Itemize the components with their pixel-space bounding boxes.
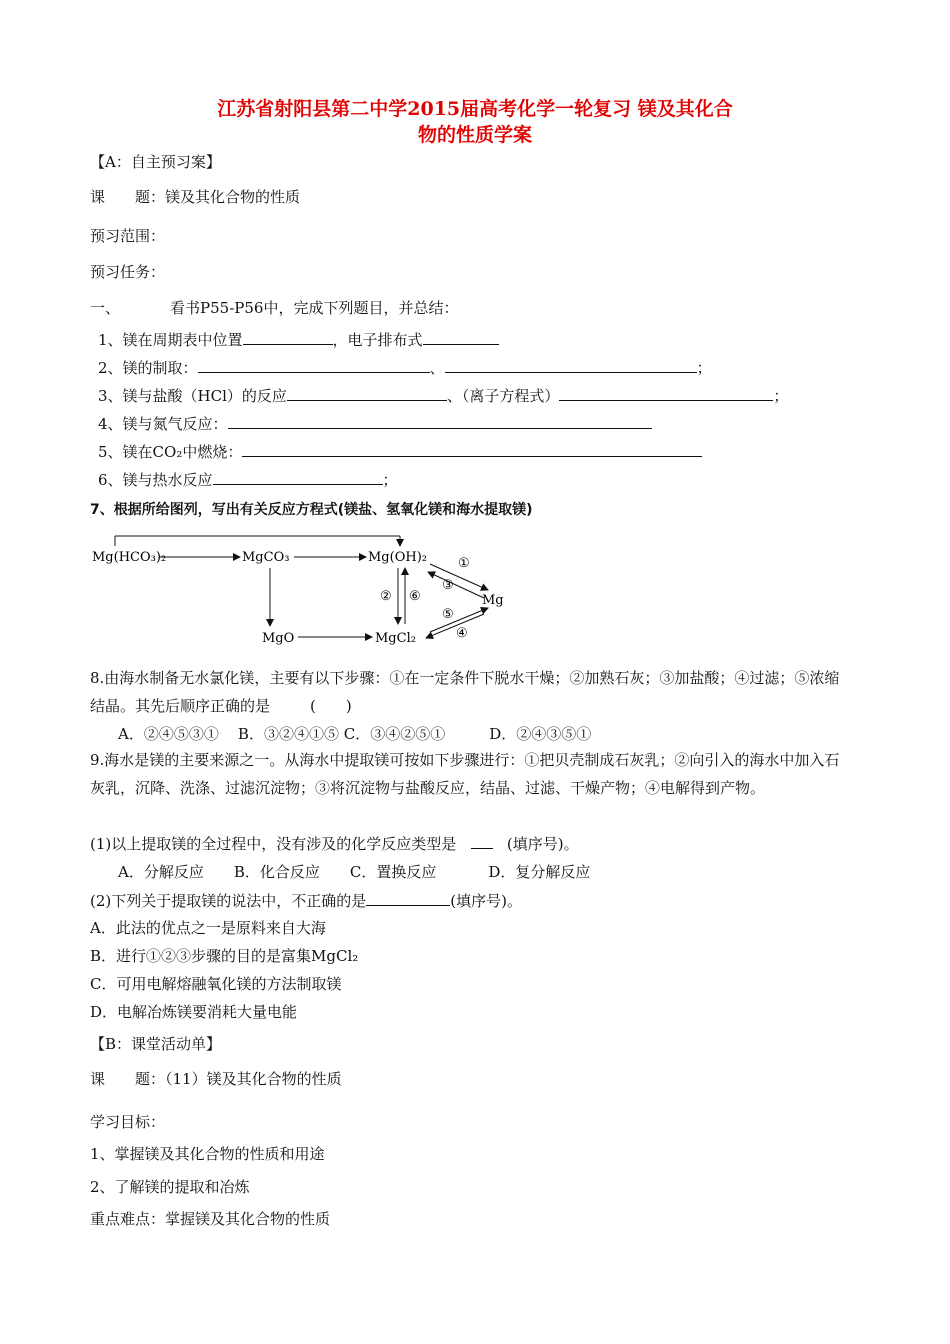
q9-1-text-b: (填序号)。 bbox=[506, 835, 579, 853]
node-mg-hco3: Mg(HCO₃)₂ bbox=[92, 550, 167, 565]
node-mgcl2: MgCl₂ bbox=[375, 631, 416, 646]
q8-option-c: C．③④②⑤① bbox=[343, 725, 446, 743]
node-mgoh2: Mg(OH)₂ bbox=[368, 550, 427, 565]
q9-2-option-c: C．可用电解熔融氧化镁的方法制取镁 bbox=[90, 975, 342, 993]
question-4 bbox=[98, 413, 652, 434]
q9-2-option-b: B．进行①②③步骤的目的是富集MgCl₂ bbox=[90, 947, 359, 965]
question-7: 7、根据所给图列，写出有关反应方程式(镁盐、氢氧化镁和海水提取镁) bbox=[90, 502, 533, 518]
question-3: 3、镁与盐酸（HCl）的反应 、（离子方程式） ； bbox=[98, 387, 789, 405]
q9-2-blank[interactable] bbox=[366, 890, 450, 906]
topic-a-value: 镁及其化合物的性质 bbox=[165, 188, 301, 206]
task-intro-num: 一、 bbox=[90, 299, 121, 317]
q2-blank-1[interactable] bbox=[198, 357, 430, 373]
q9-2-text-a: (2)下列关于提取镁的说法中，不正确的是 bbox=[90, 892, 367, 910]
section-b-heading: 【B：课堂活动单】 bbox=[90, 1035, 222, 1053]
q9-2-option-a: A．此法的优点之一是原料来自大海 bbox=[90, 919, 326, 937]
q9-1-text-a: (1)以上提取镁的全过程中，没有涉及的化学反应类型是 bbox=[90, 835, 457, 853]
goal-2: 2、了解镁的提取和冶炼 bbox=[90, 1178, 250, 1196]
q2-text: 2、镁的制取： bbox=[98, 359, 198, 377]
q8-option-a: A．②④⑤③① bbox=[118, 725, 219, 743]
q8-paren: ( ) bbox=[310, 697, 352, 715]
q1-text-b: ，电子排布式 bbox=[332, 331, 423, 349]
label-2: ② bbox=[380, 589, 392, 604]
task-intro bbox=[90, 298, 458, 318]
q1-text-a: 1、镁在周期表中位置 bbox=[98, 331, 243, 349]
topic-a bbox=[90, 187, 300, 207]
topic-b-label: 课 题： bbox=[90, 1070, 166, 1088]
q3-text-a: 3、镁与盐酸（HCl）的反应 bbox=[98, 387, 287, 405]
reaction-diagram bbox=[90, 528, 530, 658]
question-5 bbox=[98, 441, 702, 462]
q8-option-b: B．③②④①⑤ bbox=[237, 725, 339, 743]
question-1 bbox=[98, 329, 499, 350]
q8-option-d: D．②④③⑤① bbox=[489, 725, 592, 743]
key-point: 重点难点：掌握镁及其化合物的性质 bbox=[90, 1210, 331, 1228]
task-intro-text: 看书P55-P56中，完成下列题目，并总结： bbox=[170, 299, 459, 317]
q9-part-1 bbox=[90, 833, 579, 854]
q9-1-option-b: B．化合反应 bbox=[233, 863, 320, 881]
q4-blank[interactable] bbox=[228, 413, 652, 429]
q9-part-2 bbox=[90, 890, 522, 911]
q9-1-option-d: D．复分解反应 bbox=[488, 863, 591, 881]
label-5: ⑤ bbox=[442, 607, 454, 622]
q4-text: 4、镁与氮气反应： bbox=[98, 415, 228, 433]
q9-2-text-b: (填序号)。 bbox=[450, 892, 522, 910]
q9-1-options bbox=[118, 862, 590, 882]
q6-text: 6、镁与热水反应 bbox=[98, 471, 213, 489]
section-a-heading: 【A：自主预习案】 bbox=[90, 153, 221, 171]
node-mgco3: MgCO₃ bbox=[242, 550, 290, 565]
q6-blank[interactable] bbox=[213, 469, 383, 485]
goal-1: 1、掌握镁及其化合物的性质和用途 bbox=[90, 1145, 325, 1163]
q3-blank-1[interactable] bbox=[287, 385, 447, 401]
q1-blank-electron[interactable] bbox=[423, 329, 499, 345]
question-6: 6、镁与热水反应 ； bbox=[98, 471, 398, 489]
q3-blank-2[interactable] bbox=[559, 385, 773, 401]
question-2: 2、镁的制取： 、 ； bbox=[98, 359, 712, 377]
preview-task: 预习任务： bbox=[90, 263, 166, 281]
q9-2-option-d: D．电解冶炼镁要消耗大量电能 bbox=[90, 1003, 298, 1021]
page-title-line1: 江苏省射阳县第二中学2015届高考化学一轮复习 镁及其化合 bbox=[217, 98, 733, 120]
label-6: ⑥ bbox=[409, 589, 421, 604]
node-mgo: MgO bbox=[262, 631, 295, 646]
goals-label: 学习目标： bbox=[90, 1113, 166, 1131]
label-3: ③ bbox=[442, 578, 454, 593]
q9-1-option-a: A．分解反应 bbox=[118, 863, 204, 881]
topic-b-value: （11）镁及其化合物的性质 bbox=[165, 1070, 342, 1088]
topic-b bbox=[90, 1069, 342, 1089]
label-4: ④ bbox=[456, 626, 468, 641]
question-9: 9.海水是镁的主要来源之一。从海水中提取镁可按如下步骤进行：①把贝壳制成石灰乳；②向引入的海水中加入石灰乳，沉降、洗涤、过滤沉淀物；③将沉淀物与盐酸反应，结晶、过滤、干燥产物；④电解得到产物。 bbox=[90, 751, 840, 797]
topic-a-label: 课 题： bbox=[90, 188, 166, 206]
q5-text: 5、镁在CO₂中燃烧： bbox=[98, 443, 243, 461]
q9-1-option-c: C．置换反应 bbox=[349, 863, 437, 881]
arrow-mg-to-mgcl2 bbox=[426, 614, 484, 638]
q2-blank-2[interactable] bbox=[445, 357, 697, 373]
q8-options bbox=[118, 724, 591, 744]
node-mg: Mg bbox=[482, 593, 504, 608]
preview-scope: 预习范围： bbox=[90, 227, 166, 245]
q8-text: 8.由海水制备无水氯化镁，主要有以下步骤：①在一定条件下脱水干燥；②加熟石灰；③加盐酸；④过滤；⑤浓缩结晶。其先后顺序正确的是 bbox=[90, 669, 840, 715]
label-1: ① bbox=[458, 556, 470, 571]
q1-blank-position[interactable] bbox=[243, 329, 333, 345]
q5-blank[interactable] bbox=[242, 441, 702, 457]
q3-text-b: 、（离子方程式） bbox=[446, 387, 560, 405]
page-title-line2: 物的性质学案 bbox=[417, 124, 532, 146]
question-8 bbox=[90, 664, 850, 720]
q9-1-blank[interactable] bbox=[471, 833, 493, 849]
